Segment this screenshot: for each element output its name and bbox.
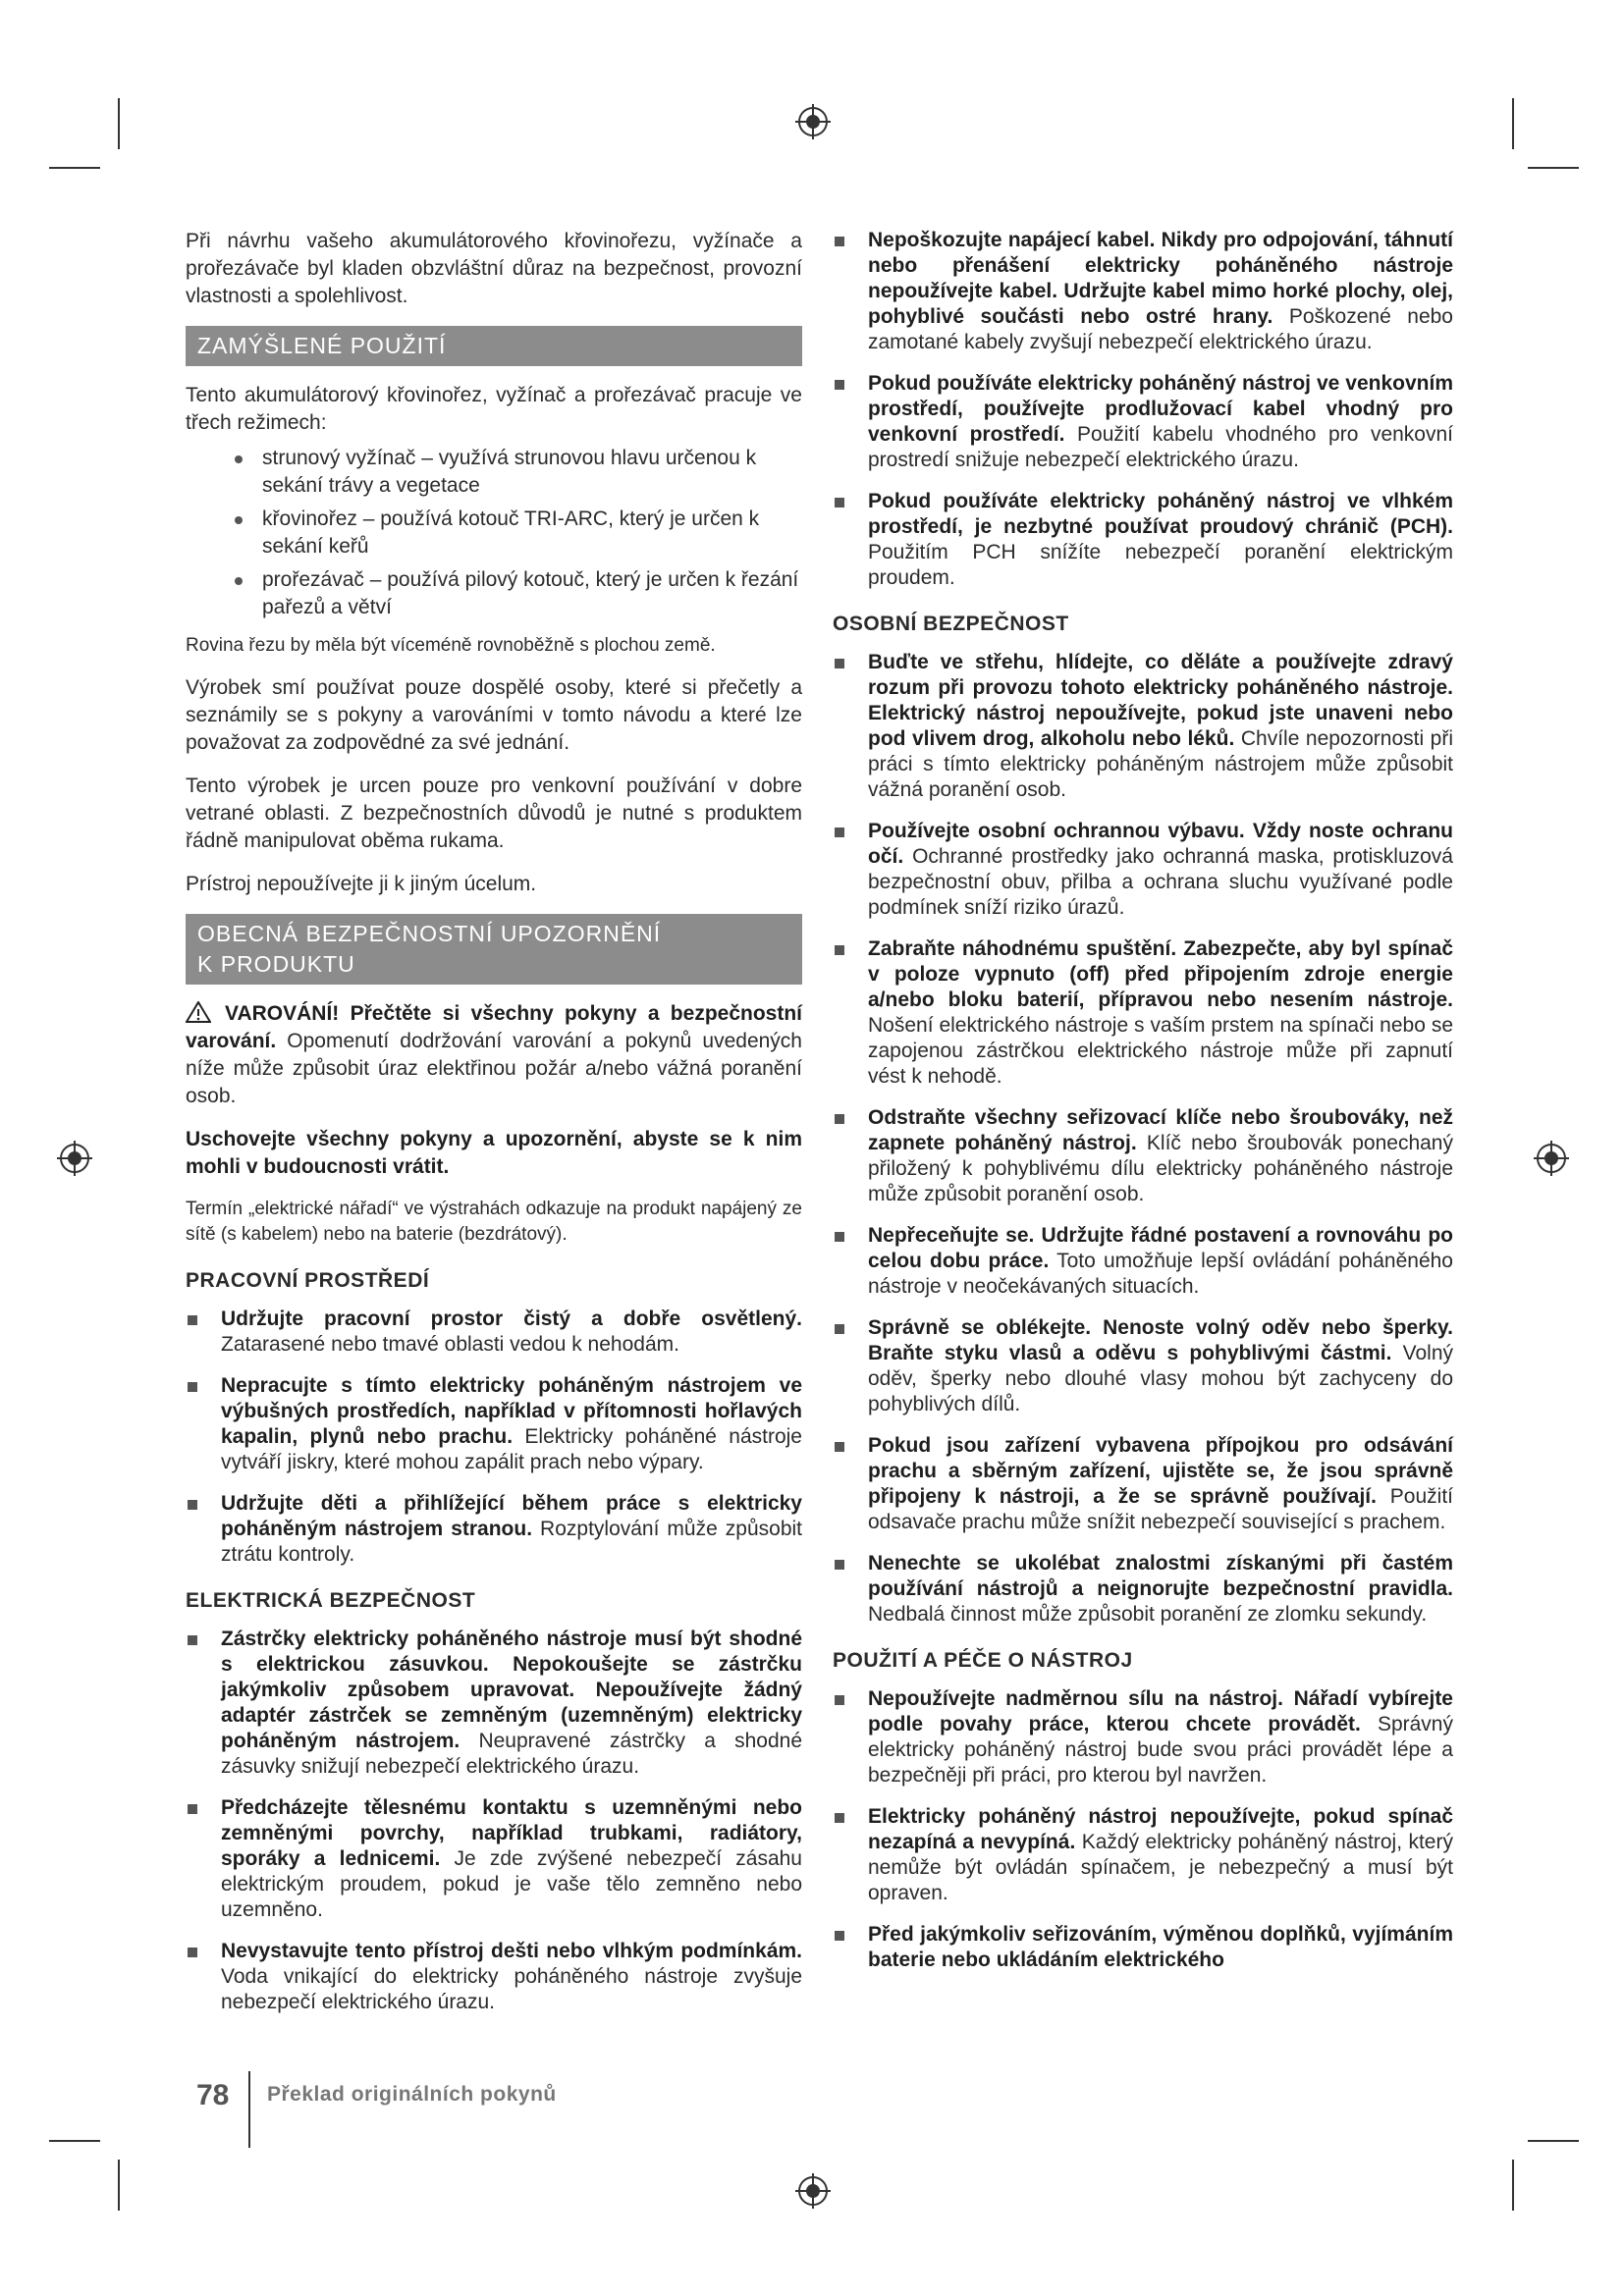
cutting-plane-note: Rovina řezu by měla být víceméně rovnoběžně s plochou země. bbox=[186, 635, 716, 656]
list-item: Před jakýmkoliv seřizováním, výměnou doplňků, vyjímáním baterie nebo ukládáním elektrického bbox=[833, 1922, 1453, 1973]
list-item: strunový vyžínač – využívá strunovou hlavu určenou k sekání trávy a vegetace bbox=[235, 445, 802, 500]
crop-mark bbox=[1528, 167, 1579, 169]
right-column bbox=[833, 228, 1453, 1989]
users-paragraph: Výrobek smí používat pouze dospělé osoby, které si přečetly a seznámily se s pokyny a varováními v tomto návodu a které lze považovat za zodpovědné za své jednání. bbox=[186, 676, 802, 754]
crop-mark bbox=[1512, 98, 1514, 149]
list-item: Udržujte děti a přihlížející během práce s elektricky poháněným nástrojem stranou. Rozptylování může způsobit ztrátu kontroly. bbox=[186, 1491, 802, 1568]
list-item: prořezávač – používá pilový kotouč, který je určen k řezání pařezů a větví bbox=[235, 566, 802, 621]
other-use-paragraph: Prístroj nepoužívejte ji k jiným úcelum. bbox=[186, 873, 537, 895]
registration-mark-icon bbox=[793, 2171, 833, 2211]
personal-safety-list bbox=[833, 650, 1453, 1628]
crop-mark bbox=[49, 167, 100, 169]
list-item: Nenechte se ukolébat znalostmi získanými při častém používání nástrojů a neignorujte bezpečnostní pravidla. Nedbalá činnost může způsobit poranění ze zlomku sekundy. bbox=[833, 1551, 1453, 1628]
list-item: Předcházejte tělesnému kontaktu s uzemněnými nebo zemněnými povrchy, například trubkami, radiátory, sporáky a lednicemi. Je zde zvýšené nebezpečí zásahu elektrickým proudem, pokud je vaše tělo zemněno nebo uzemněno. bbox=[186, 1795, 802, 1923]
list-item: Nepoškozujte napájecí kabel. Nikdy pro odpojování, táhnutí nebo přenášení elektricky poháněného nástroje nepoužívejte kabel. Udržujte kabel mimo horké plochy, olej, pohyblivé součásti nebo ostré hrany. Poškozené nebo zamotané kabely zvyšují nebezpečí elektrického úrazu. bbox=[833, 228, 1453, 355]
keep-instructions: Uschovejte všechny pokyny a upozornění, abyste se k nim mohli v budoucnosti vrátit. bbox=[186, 1128, 802, 1178]
electrical-list bbox=[186, 1627, 802, 2015]
list-item: Elektricky poháněný nástroj nepoužívejte, pokud spínač nezapíná a nevypíná. Každý elektricky poháněný nástroj, který nemůže být ovládán spínačem, je nebezpečný a musí být opraven. bbox=[833, 1804, 1453, 1906]
list-item: Udržujte pracovní prostor čistý a dobře osvětlený. Zatarasené nebo tmavé oblasti vedou k nehodám. bbox=[186, 1307, 802, 1358]
modes-list bbox=[186, 445, 802, 621]
outdoor-paragraph: Tento výrobek je urcen pouze pro venkovní používání v dobre vetrané oblasti. Z bezpečnostních důvodů je nutné s produktem řádně manipulovat oběma rukama. bbox=[186, 774, 802, 852]
list-item: Nevystavujte tento přístroj dešti nebo vlhkým podmínkám. Voda vnikající do elektricky poháněného nástroje zvyšuje nebezpečí elektrického úrazu. bbox=[186, 1939, 802, 2015]
list-item: Nepracujte s tímto elektricky poháněným nástrojem ve výbušných prostředích, například v přítomnosti hořlavých kapalin, plynů nebo prachu. Elektricky poháněné nástroje vytváří jiskry, které mohou zapálit prach nebo výpary. bbox=[186, 1373, 802, 1475]
crop-mark bbox=[1512, 2160, 1514, 2211]
tool-use-heading: POUŽITÍ A PÉČE O NÁSTROJ bbox=[833, 1649, 1133, 1672]
registration-mark-icon bbox=[1532, 1139, 1571, 1178]
registration-mark-icon bbox=[55, 1139, 94, 1178]
list-item: Pokud jsou zařízení vybavena přípojkou pro odsávání prachu a sběrným zařízení, ujistěte se, že jsou správně připojeny k nástroji, a že se správně používají. Použití odsavače prachu může snížit nebezpečí související s prachem. bbox=[833, 1433, 1453, 1535]
power-tool-term: Termín „elektrické nářadí“ ve výstrahách odkazuje na produkt napájený ze sítě (s kabelem) nebo na baterie (bezdrátový). bbox=[186, 1199, 802, 1245]
intended-use-heading: ZAMÝŠLENÉ POUŽITÍ bbox=[186, 326, 802, 366]
modes-intro: Tento akumulátorový křovinořez, vyžínač a prořezávač pracuje ve třech režimech: bbox=[186, 384, 802, 434]
list-item: Odstraňte všechny seřizovací klíče nebo šroubováky, než zapnete poháněný nástroj. Klíč nebo šroubovák ponechaný přiložený k pohyblivému dílu elektricky poháněného nástroje může způsobit poranění osob. bbox=[833, 1105, 1453, 1207]
crop-mark bbox=[49, 2140, 100, 2142]
registration-mark-icon bbox=[793, 102, 833, 141]
list-item: Nepřeceňujte se. Udržujte řádné postavení a rovnováhu po celou dobu práce. Toto umožňuje lepší ovládání poháněného nástroje v neočekávaných situacích. bbox=[833, 1223, 1453, 1300]
crop-mark bbox=[1528, 2140, 1579, 2142]
footer-text: Překlad originálních pokynů bbox=[267, 2083, 557, 2106]
work-area-list bbox=[186, 1307, 802, 1568]
work-area-heading: PRACOVNÍ PROSTŘEDÍ bbox=[186, 1269, 430, 1292]
crop-mark bbox=[118, 2160, 120, 2211]
warning-paragraph: VAROVÁNÍ! Přečtěte si všechny pokyny a bezpečnostní varování. Opomenutí dodržování varování a pokynů uvedených níže může způsobit úraz elektřinou požár a/nebo vážná poranění osob. bbox=[186, 1002, 802, 1107]
list-item: Pokud používáte elektricky poháněný nástroj ve vlhkém prostředí, je nezbytné používat proudový chránič (PCH). Použitím PCH snížíte nebezpečí poranění elektrickým proudem. bbox=[833, 489, 1453, 591]
list-item: Pokud používáte elektricky poháněný nástroj ve venkovním prostředí, používejte prodlužovací kabel vhodný pro venkovní prostředí. Použití kabelu vhodného pro venkovní prostredí snižuje nebezpečí elektrického úrazu. bbox=[833, 371, 1453, 473]
electrical-heading: ELEKTRICKÁ BEZPEČNOST bbox=[186, 1589, 476, 1612]
list-item: Buďte ve střehu, hlídejte, co děláte a používejte zdravý rozum při provozu tohoto elektricky poháněného nástroje. Elektrický nástroj nepoužívejte, pokud jste unaveni nebo pod vlivem drog, alkoholu nebo léků. Chvíle nepozornosti při práci s tímto elektricky poháněným nástrojem může způsobit vážná poranění osob. bbox=[833, 650, 1453, 803]
list-item: Zabraňte náhodnému spuštění. Zabezpečte, aby byl spínač v poloze vypnuto (off) před připojením zdroje energie a/nebo bloku baterií, přípravou nebo nesením nástroje. Nošení elektrického nástroje s vaším prstem na spínači nebo se zapojenou zástrčkou elektrického nástroje může při zapnutí vést k nehodě. bbox=[833, 936, 1453, 1090]
general-safety-heading: OBECNÁ BEZPEČNOSTNÍ UPOZORNĚNÍ K PRODUKTU bbox=[186, 914, 802, 985]
list-item: Nepoužívejte nadměrnou sílu na nástroj. Nářadí vybírejte podle povahy práce, kterou chcete provádět. Správný elektricky poháněný nástroj bude svou práci provádět lépe a bezpečněji při práci, pro kterou byl navržen. bbox=[833, 1686, 1453, 1789]
crop-mark bbox=[118, 98, 120, 149]
tool-use-list bbox=[833, 1686, 1453, 1973]
list-item: Zástrčky elektricky poháněného nástroje musí být shodné s elektrickou zásuvkou. Nepokoušejte se zástrčku jakýmkoliv způsobem upravovat. Nepoužívejte žádný adaptér zástrček se zemněným (uzemněným) elektricky poháněným nástrojem. Neupravené zástrčky a shodné zásuvky snižují nebezpečí elektrického úrazu. bbox=[186, 1627, 802, 1780]
left-column bbox=[186, 228, 802, 2031]
personal-safety-heading: OSOBNÍ BEZPEČNOST bbox=[833, 613, 1069, 635]
electrical-list-continued bbox=[833, 228, 1453, 591]
warning-triangle-icon bbox=[186, 1001, 211, 1023]
list-item: křovinořez – používá kotouč TRI-ARC, který je určen k sekání keřů bbox=[235, 506, 802, 561]
page-number: 78 bbox=[196, 2079, 230, 2111]
footer-divider bbox=[248, 2071, 250, 2148]
intro-paragraph: Při návrhu vašeho akumulátorového křovinořezu, vyžínače a prořezávače byl kladen obzvláštní důraz na bezpečnost, provozní vlastnosti a spolehlivost. bbox=[186, 230, 802, 307]
list-item: Správně se oblékejte. Nenoste volný oděv nebo šperky. Braňte styku vlasů a oděvu s pohyblivými částmi. Volný oděv, šperky nebo dlouhé vlasy mohou být zachyceny do pohyblivých dílů. bbox=[833, 1315, 1453, 1417]
list-item: Používejte osobní ochrannou výbavu. Vždy noste ochranu očí. Ochranné prostředky jako ochranná maska, protiskluzová bezpečnostní obuv, přilba a ochrana sluchu využívané podle podmínek sníží riziko úrazů. bbox=[833, 819, 1453, 921]
